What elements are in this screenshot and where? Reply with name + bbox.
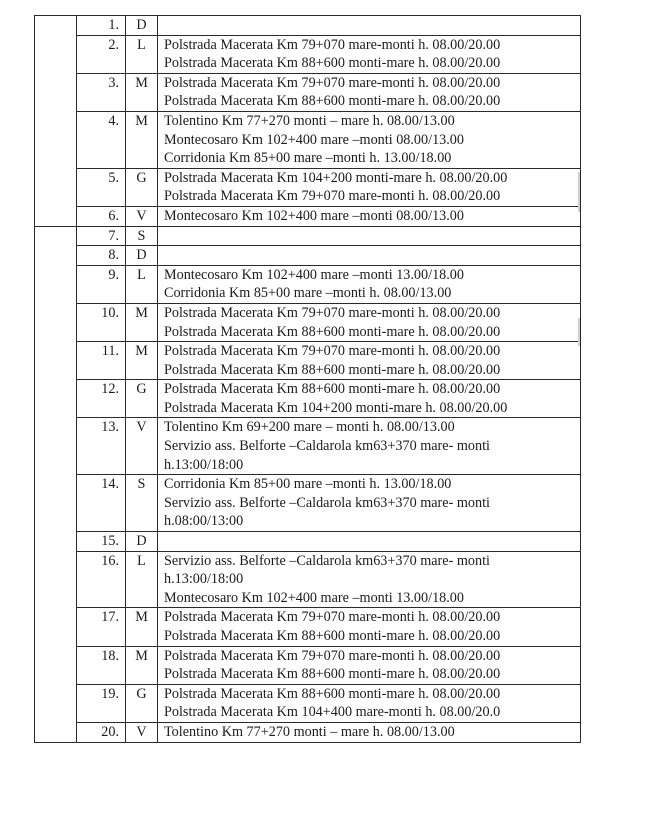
checkpoint-line: Polstrada Macerata Km 104+200 monti-mare h. 08.00/20.00 [164,399,508,416]
schedule-row [35,35,581,73]
checkpoint-description [158,551,581,608]
checkpoint-line: Polstrada Macerata Km 88+600 monti-mare h. 08.00/20.00 [164,93,501,110]
weekday-letter: M [126,303,158,341]
checkpoint-line: Polstrada Macerata Km 88+600 monti-mare h. 08.00/20.00 [164,666,501,683]
checkpoint-description [158,646,581,684]
checkpoint-line: Polstrada Macerata Km 88+600 monti-mare h. 08.00/20.00 [164,381,501,398]
checkpoint-description [158,380,581,418]
week-group-cell [35,226,77,742]
checkpoint-description [158,265,581,303]
checkpoint-line: Corridonia Km 85+00 mare –monti h. 13.00/18.00 [164,476,452,493]
day-number: 8. [77,246,126,266]
checkpoint-line: Tolentino Km 77+270 monti – mare h. 08.00/13.00 [164,723,455,740]
schedule-row [35,168,581,206]
day-number: 14. [77,475,126,532]
day-number: 17. [77,608,126,646]
day-number: 10. [77,303,126,341]
day-number: 16. [77,551,126,608]
checkpoint-line: Corridonia Km 85+00 mare –monti h. 08.00/13.00 [164,285,452,302]
schedule-row [35,226,581,246]
checkpoint-description [158,342,581,380]
checkpoint-description [158,35,581,73]
checkpoint-description [158,684,581,722]
checkpoint-line: Montecosaro Km 102+400 mare –monti 08.00/13.00 [164,207,464,224]
checkpoint-line: Polstrada Macerata Km 88+600 monti-mare h. 08.00/20.00 [164,55,501,72]
schedule-row [35,16,581,36]
weekday-letter: M [126,342,158,380]
checkpoint-line: h.13:00/18:00 [164,456,244,473]
checkpoint-line: Polstrada Macerata Km 79+070 mare-monti h. 08.00/20.00 [164,74,501,91]
day-number: 11. [77,342,126,380]
day-number: 12. [77,380,126,418]
day-number: 9. [77,265,126,303]
weekday-letter: G [126,168,158,206]
schedule-row [35,342,581,380]
schedule-row [35,111,581,168]
checkpoint-line: Polstrada Macerata Km 79+070 mare-monti h. 08.00/20.00 [164,609,501,626]
week-group-cell [35,16,77,227]
weekday-letter: G [126,684,158,722]
weekday-letter: L [126,35,158,73]
checkpoint-line: Polstrada Macerata Km 88+600 monti-mare h. 08.00/20.00 [164,323,501,340]
schedule-sheet [34,15,580,743]
weekday-letter: D [126,16,158,36]
schedule-row [35,475,581,532]
schedule-row [35,646,581,684]
schedule-row [35,551,581,608]
checkpoint-description [158,73,581,111]
day-number: 20. [77,722,126,742]
schedule-body [35,16,581,743]
day-number: 7. [77,226,126,246]
day-number: 4. [77,111,126,168]
schedule-row [35,206,581,226]
day-number: 2. [77,35,126,73]
checkpoint-description [158,475,581,532]
weekday-letter: M [126,111,158,168]
checkpoint-line: Polstrada Macerata Km 79+070 mare-monti h. 08.00/20.00 [164,36,501,53]
checkpoint-description [158,16,581,36]
checkpoint-description [158,168,581,206]
schedule-row [35,722,581,742]
weekday-letter: L [126,551,158,608]
checkpoint-line: Tolentino Km 69+200 mare – monti h. 08.00/13.00 [164,419,455,436]
checkpoint-description [158,303,581,341]
day-number: 13. [77,418,126,475]
checkpoint-line: Tolentino Km 77+270 monti – mare h. 08.00/13.00 [164,112,455,129]
schedule-row [35,608,581,646]
checkpoint-line: Polstrada Macerata Km 88+600 monti-mare h. 08.00/20.00 [164,361,501,378]
schedule-row [35,303,581,341]
checkpoint-line: Montecosaro Km 102+400 mare –monti 08.00/13.00 [164,131,464,148]
weekday-letter: D [126,246,158,266]
checkpoint-line: Polstrada Macerata Km 79+070 mare-monti h. 08.00/20.00 [164,343,501,360]
day-number: 5. [77,168,126,206]
checkpoint-line: Montecosaro Km 102+400 mare –monti 13.00/18.00 [164,266,464,283]
checkpoint-line: Polstrada Macerata Km 79+070 mare-monti h. 08.00/20.00 [164,304,501,321]
weekday-letter: V [126,418,158,475]
weekday-letter: V [126,722,158,742]
checkpoint-line: Polstrada Macerata Km 79+070 mare-monti h. 08.00/20.00 [164,188,501,205]
weekday-letter: M [126,608,158,646]
schedule-row [35,73,581,111]
checkpoint-description [158,418,581,475]
checkpoint-line: Polstrada Macerata Km 88+600 monti-mare h. 08.00/20.00 [164,685,501,702]
weekday-letter: D [126,532,158,552]
schedule-table [34,15,581,743]
day-number: 1. [77,16,126,36]
schedule-row [35,418,581,475]
checkpoint-line: Montecosaro Km 102+400 mare –monti 13.00/18.00 [164,589,464,606]
weekday-letter: G [126,380,158,418]
checkpoint-description [158,608,581,646]
checkpoint-description [158,246,581,266]
checkpoint-line: Polstrada Macerata Km 88+600 monti-mare h. 08.00/20.00 [164,628,501,644]
checkpoint-line: Servizio ass. Belforte –Caldarola km63+370 mare- monti [164,552,490,569]
schedule-row [35,265,581,303]
checkpoint-description [158,722,581,742]
scan-artifact-line [578,318,580,346]
weekday-letter: V [126,206,158,226]
checkpoint-line [164,227,580,246]
checkpoint-line [164,16,580,35]
day-number: 3. [77,73,126,111]
checkpoint-line: Servizio ass. Belforte –Caldarola km63+370 mare- monti [164,494,490,511]
weekday-letter: M [126,73,158,111]
day-number: 6. [77,206,126,226]
weekday-letter: S [126,226,158,246]
day-number: 15. [77,532,126,552]
schedule-row [35,380,581,418]
schedule-row [35,246,581,266]
checkpoint-description [158,532,581,552]
scan-artifact-line [578,172,580,212]
checkpoint-description [158,111,581,168]
day-number: 19. [77,684,126,722]
checkpoint-line: Corridonia Km 85+00 mare –monti h. 13.00/18.00 [164,150,452,167]
checkpoint-line: Polstrada Macerata Km 104+200 monti-mare h. 08.00/20.00 [164,169,508,186]
checkpoint-line: h.08:00/13:00 [164,513,244,530]
checkpoint-line: h.13:00/18:00 [164,571,244,588]
day-number: 18. [77,646,126,684]
checkpoint-line: Polstrada Macerata Km 79+070 mare-monti h. 08.00/20.00 [164,647,501,664]
checkpoint-description [158,206,581,226]
checkpoint-description [158,226,581,246]
weekday-letter: S [126,475,158,532]
checkpoint-line [164,532,580,551]
checkpoint-line: Polstrada Macerata Km 104+400 mare-monti h. 08.00/20.0 [164,704,501,721]
weekday-letter: M [126,646,158,684]
schedule-row [35,684,581,722]
checkpoint-line: Servizio ass. Belforte –Caldarola km63+370 mare- monti [164,438,490,455]
checkpoint-line [164,246,580,265]
schedule-row [35,532,581,552]
weekday-letter: L [126,265,158,303]
